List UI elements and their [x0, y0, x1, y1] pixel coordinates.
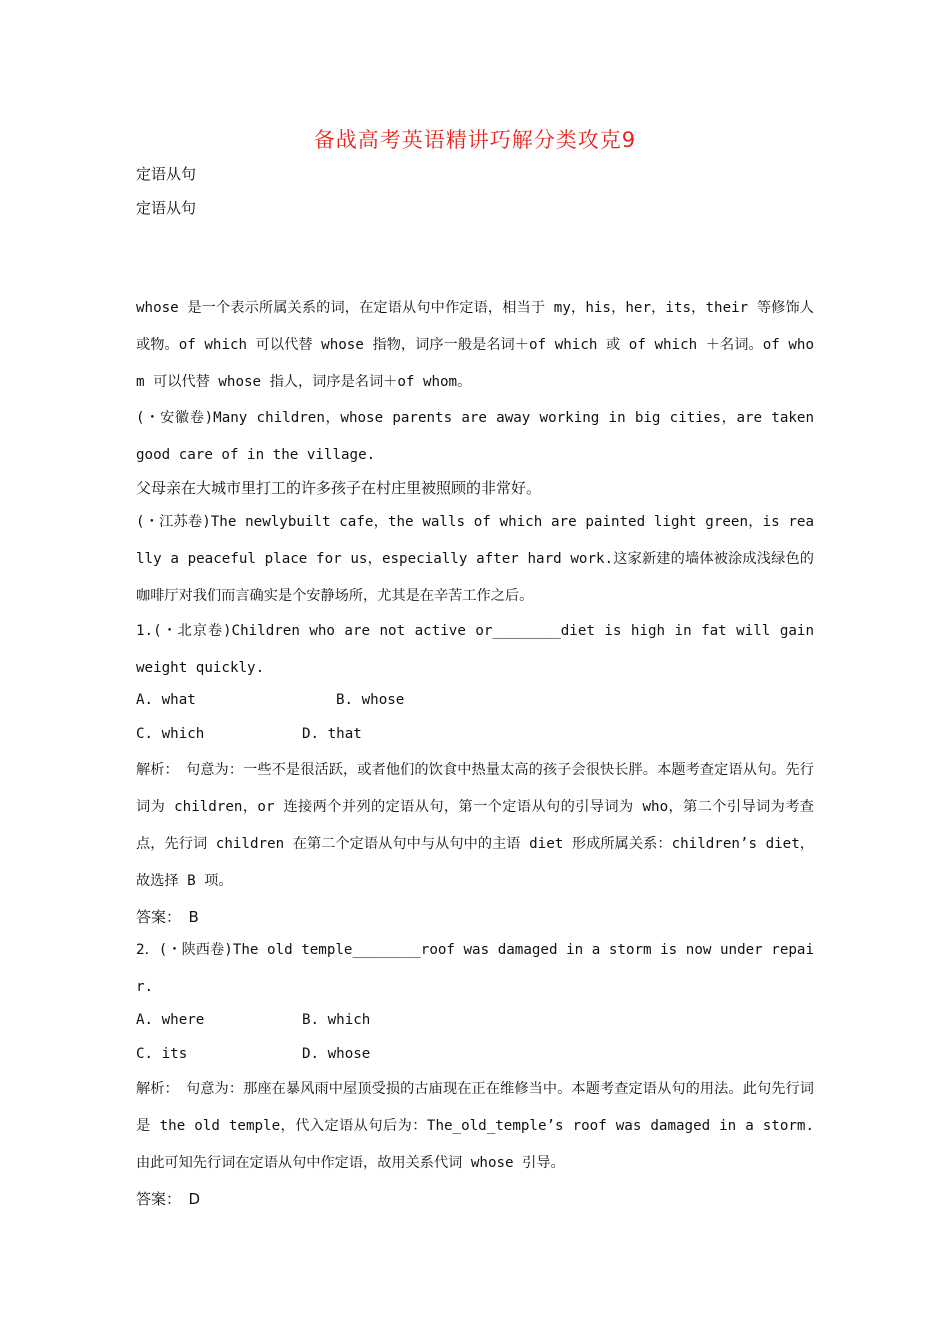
question-2-stem: 2．(・陕西卷)The old temple________roof was damaged in a storm is now under repair. — [136, 942, 814, 995]
example-2 — [136, 504, 814, 615]
intro-text: whose 是一个表示所属关系的词，在定语从句中作定语，相当于 my，his，her，its，their 等修饰人或物。of which 可以代替 whose 指物，词序一般是名词＋of which 或 of which ＋名词。of whom 可以代替 whose 指人，词序是名词＋of whom。 — [136, 300, 814, 390]
question-1-option-d: D. that — [302, 726, 362, 742]
question-1-analysis: 解析： 句意为：一些不是很活跃，或者他们的饮食中热量太高的孩子会很快长胖。本题考查定语从句。先行词为 children，or 连接两个并列的定语从句，第一个定语从句的引导词为 who，第二个引导词为考查点，先行词 children 在第二个定语从句中与从句中的主语 diet 形成所属关系：children’s diet，故选择 B 项。 — [136, 762, 814, 889]
question-1-option-b: B. whose — [336, 692, 405, 708]
section-subheading: 定语从句 — [136, 199, 197, 217]
question-1-option-a: A. what — [136, 692, 196, 708]
question-2-analysis: 解析： 句意为：那座在暴风雨中屋顶受损的古庙现在正在维修当中。本题考查定语从句的用法。此句先行词是 the old temple，代入定语从句后为：The_old_temple’s roof was damaged in a storm.由此可知先行词在定语从句中作定语，故用关系代词 whose 引导。 — [136, 1081, 814, 1171]
example-1 — [136, 400, 814, 474]
question-1-answer: 答案： B — [136, 908, 199, 926]
question-2-option-a: A. where — [136, 1012, 205, 1028]
example-2-text: (・江苏卷)The newlybuilt cafe，the walls of which are painted light green，is really a peaceful place for us，especially after hard work.这家新建的墙体被涂成浅绿色的咖啡厅对我们而言确实是个安静场所，尤其是在辛苦工作之后。 — [136, 514, 814, 604]
section-heading: 定语从句 — [136, 165, 197, 183]
example-1-text: (・安徽卷)Many children，whose parents are away working in big cities，are taken good care of in the village. — [136, 410, 814, 463]
intro-paragraph — [136, 290, 814, 401]
question-1-option-c: C. which — [136, 726, 205, 742]
question-2-option-d: D. whose — [302, 1046, 371, 1062]
example-1-translation: 父母亲在大城市里打工的许多孩子在村庄里被照顾的非常好。 — [136, 479, 542, 497]
question-1-stem: 1.(・北京卷)Children who are not active or________diet is high in fat will gain weight quickly. — [136, 623, 814, 676]
document-title: 备战高考英语精讲巧解分类攻克9 — [313, 128, 637, 152]
question-2-option-b: B. which — [302, 1012, 371, 1028]
question-2-option-c: C. its — [136, 1046, 188, 1062]
question-2-answer: 答案： D — [136, 1190, 201, 1208]
